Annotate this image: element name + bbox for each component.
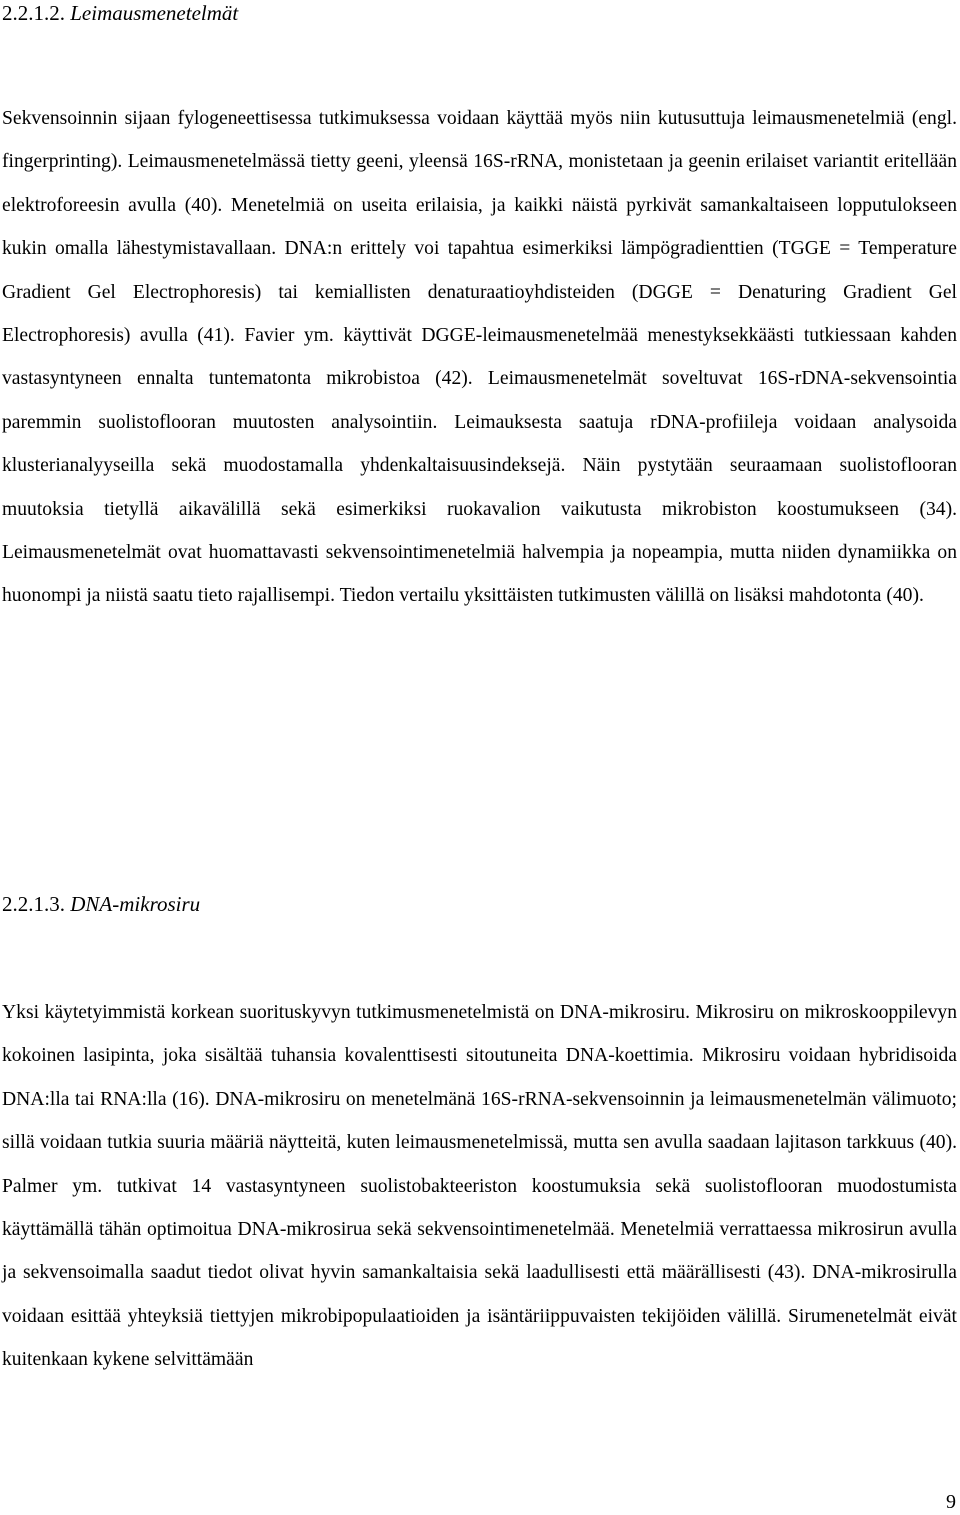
section-heading-leimausmenetelmat [2,1,238,25]
section-heading-dna-mikrosiru [2,892,200,916]
body-paragraph-dna-mikrosiru: Yksi käytetyimmistä korkean suorituskyvyn tutkimusmenetelmistä on DNA-mikrosiru. Mikrosiru on mikroskooppilevyn kokoinen lasipinta, joka sisältää tuhansia kovalenttisesti sitoutuneita DNA-koettimia. Mikrosiru voidaan hybridisoida DNA:lla tai RNA:lla (16). DNA-mikrosiru on menetelmänä 16S-rRNA-sekvensoinnin ja leimausmenetelmän välimuoto; sillä voidaan tutkia suuria määriä näytteitä, kuten leimausmenetelmissä, mutta sen avulla saadaan lajitason tarkkuus (40). Palmer ym. tutkivat 14 vastasyntyneen suolistobakteeriston koostumuksia sekä suolistoflooran muodostumista käyttämällä tähän optimoitua DNA-mikrosirua sekä sekvensointimenetelmää. Menetelmiä verrattaessa mikrosirun avulla ja sekvensoimalla saadut tiedot olivat hyvin samankaltaisia sekä laadullisesti että määrällisesti (43). DNA-mikrosirulla voidaan esittää yhteyksiä tiettyjen mikrobipopulaatioiden ja isäntäriippuvaisten tekijöiden välillä. Sirumenetelmät eivät kuitenkaan kykene selvittämään [2,1002,957,1371]
page-number: 9 [946,1491,956,1513]
section-title: DNA-mikrosiru [70,892,201,916]
section-title: Leimausmenetelmät [70,1,239,25]
body-paragraph-leimausmenetelmat: Sekvensoinnin sijaan fylogeneettisessa tutkimuksessa voidaan käyttää myös niin kutusuttuja leimausmenetelmiä (engl. fingerprinting). Leimausmenetelmässä tietty geeni, yleensä 16S-rRNA, monistetaan ja geenin erilaiset variantit eritellään elektroforeesin avulla (40). Menetelmiä on useita erilaisia, ja kaikki näistä pyrkivät samankaltaiseen lopputulokseen kukin omalla lähestymistavallaan. DNA:n erittely voi tapahtua esimerkiksi lämpögradienttien (TGGE = Temperature Gradient Gel Electrophoresis) tai kemiallisten denaturaatioyhdisteiden (DGGE = Denaturing Gradient Gel Electrophoresis) avulla (41). Favier ym. käyttivät DGGE-leimausmenetelmää menestyksekkäästi tutkiessaan kahden vastasyntyneen ennalta tuntematonta mikrobistoa (42). Leimausmenetelmät soveltuvat 16S-rDNA-sekvensointia paremmin suolistoflooran muutosten analysointiin. Leimauksesta saatuja rDNA-profiileja voidaan analysoida klusterianalyyseilla sekä muodostamalla yhdenkaltaisuusindeksejä. Näin pystytään seuraamaan suolistoflooran muutoksia tietyllä aikavälillä sekä esimerkiksi ruokavalion vaikutusta mikrobiston koostumukseen (34). Leimausmenetelmät ovat huomattavasti sekvensointimenetelmiä halvempia ja nopeampia, mutta niiden dynamiikka on huonompi ja niistä saatu tieto rajallisempi. Tiedon vertailu yksittäisten tutkimusten välillä on lisäksi mahdotonta (40). [2,108,957,607]
section-number: 2.2.1.2. [2,1,65,25]
section-number: 2.2.1.3. [2,892,65,916]
